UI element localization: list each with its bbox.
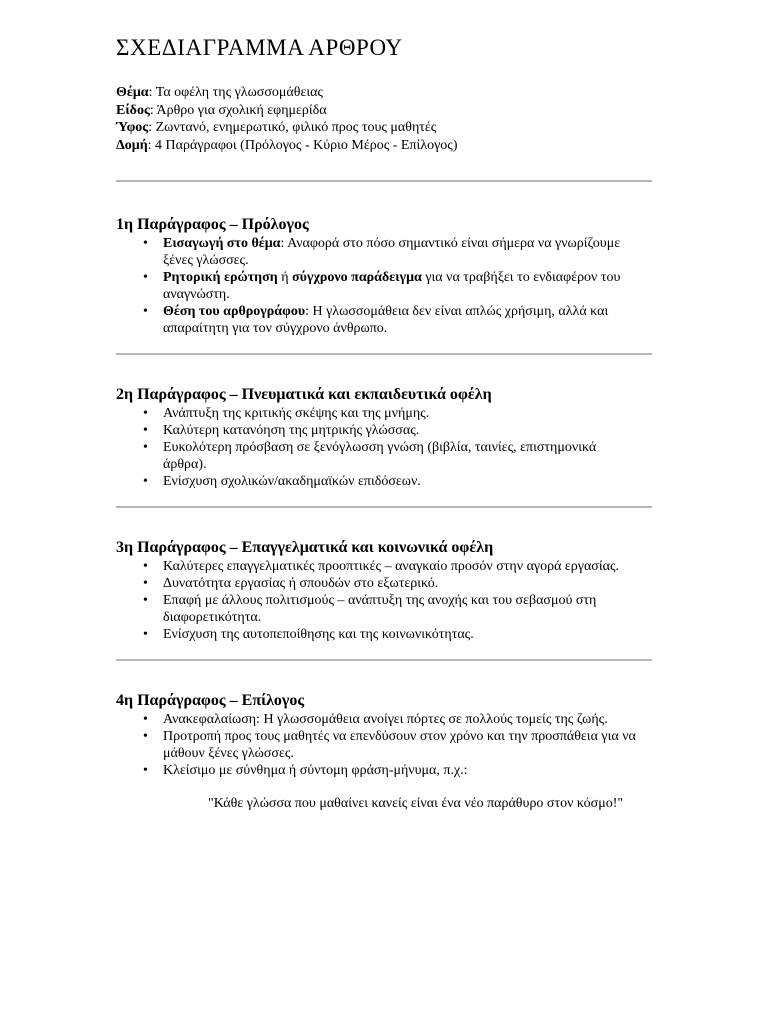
bullet-icon: • <box>143 304 148 319</box>
bullet-icon: • <box>143 423 148 438</box>
section-divider <box>116 353 652 355</box>
section-divider <box>116 506 652 508</box>
meta-style <box>116 119 652 137</box>
bullet-icon: • <box>143 474 148 489</box>
bullet-icon: • <box>143 559 148 574</box>
bullet-text: Ενίσχυση της αυτοπεποίθησης και της κοινωνικότητας. <box>163 627 474 642</box>
meta-structure-label: Δομή <box>116 137 148 153</box>
bullet-text: : Αναφορά στο πόσο σημαντικό είναι σήμερα να γνωρίζουμε ξένες γλώσσες. <box>163 236 621 268</box>
bullet-text: Κλείσιμο με σύνθημα ή σύντομη φράση-μήνυμα, π.χ.: <box>163 763 468 778</box>
section-4-list <box>116 711 652 779</box>
bullet-icon: • <box>143 440 148 455</box>
bullet-icon: • <box>143 576 148 591</box>
meta-genre-value: : Άρθρο για σχολική εφημερίδα <box>149 102 327 118</box>
list-item <box>116 422 643 439</box>
bullet-text: Καλύτερη κατανόηση της μητρικής γλώσσας. <box>163 423 420 438</box>
bullet-icon: • <box>143 236 148 251</box>
list-item <box>116 575 643 592</box>
section-3-list <box>116 558 652 643</box>
list-item <box>116 558 643 575</box>
list-item <box>116 405 643 422</box>
bullet-icon: • <box>143 406 148 421</box>
meta-topic <box>116 84 652 102</box>
section-2-title: 2η Παράγραφος – Πνευματικά και εκπαιδευτικά οφέλη <box>116 386 492 403</box>
section-divider <box>116 659 652 661</box>
bullet-bold-text: Εισαγωγή στο θέμα <box>163 236 281 251</box>
meta-style-label: Ύφος <box>116 120 149 135</box>
bullet-icon: • <box>143 712 148 727</box>
section-1-title: 1η Παράγραφος – Πρόλογος <box>116 216 309 233</box>
list-item <box>116 762 643 779</box>
section-divider <box>116 180 652 182</box>
bullet-icon: • <box>143 627 148 642</box>
bullet-bold-text: Ρητορική ερώτηση <box>163 270 278 285</box>
meta-topic-label: Θέμα <box>116 85 149 100</box>
list-item <box>116 303 643 337</box>
bullet-text: Δυνατότητα εργασίας ή σπουδών στο εξωτερικό. <box>163 576 439 591</box>
section-2-list <box>116 405 652 490</box>
document-meta <box>116 84 652 154</box>
bullet-text: Ανακεφαλαίωση: Η γλωσσομάθεια ανοίγει πόρτες σε πολλούς τομείς της ζωής. <box>163 712 608 727</box>
bullet-icon: • <box>143 270 148 285</box>
bullet-icon: • <box>143 593 148 608</box>
section-3-title: 3η Παράγραφος – Επαγγελματικά και κοινωνικά οφέλη <box>116 539 494 556</box>
bullet-icon: • <box>143 763 148 778</box>
list-item <box>116 269 643 303</box>
meta-topic-value: : Τα οφέλη της γλωσσομάθειας <box>148 85 323 100</box>
meta-genre <box>116 102 652 120</box>
bullet-bold-text: σύγχρονο παράδειγμα <box>292 270 422 285</box>
meta-genre-label: Είδος <box>116 102 150 118</box>
section-4-title: 4η Παράγραφος – Επίλογος <box>116 692 305 709</box>
list-item <box>116 439 643 473</box>
bullet-text: Επαφή με άλλους πολιτισμούς – ανάπτυξη της ανοχής και του σεβασμού στη διαφορετικότητα. <box>163 593 597 625</box>
bullet-text: Ανάπτυξη της κριτικής σκέψης και της μνήμης. <box>163 406 430 421</box>
bullet-text: ή <box>277 270 293 285</box>
list-item <box>116 235 643 269</box>
bullet-text: Ενίσχυση σχολικών/ακαδημαϊκών επιδόσεων. <box>163 474 421 489</box>
bullet-text: Προτροπή προς τους μαθητές να επενδύσουν στον χρόνο και την προσπάθεια για να μάθουν ξένες γλώσσες. <box>163 729 636 761</box>
bullet-text: για να τραβήξει το ενδιαφέρον του αναγνώστη. <box>163 270 621 302</box>
list-item <box>116 626 643 643</box>
bullet-icon: • <box>143 729 148 744</box>
list-item <box>116 473 643 490</box>
list-item <box>116 728 643 762</box>
bullet-text: Ευκολότερη πρόσβαση σε ξενόγλωσση γνώση (βιβλία, ταινίες, επιστημονικά άρθρα). <box>163 440 597 472</box>
closing-quote: "Κάθε γλώσσα που μαθαίνει κανείς είναι ένα νέο παράθυρο στον κόσμο!" <box>208 796 624 811</box>
meta-style-value: : Ζωντανό, ενημερωτικό, φιλικό προς τους μαθητές <box>148 120 437 135</box>
bullet-text: Καλύτερες επαγγελματικές προοπτικές – αναγκαίο προσόν στην αγορά εργασίας. <box>163 559 619 574</box>
document-title: ΣΧΕΔΙΑΓΡΑΜΜΑ ΑΡΘΡΟΥ <box>116 35 403 60</box>
bullet-bold-text: Θέση του αρθρογράφου <box>163 304 306 319</box>
list-item <box>116 711 643 728</box>
bullet-text: : Η γλωσσομάθεια δεν είναι απλώς χρήσιμη, αλλά και απαραίτητη για τον σύγχρονο άνθρωπο. <box>163 304 609 336</box>
meta-structure-value: : 4 Παράγραφοι (Πρόλογος - Κύριο Μέρος - Επίλογος) <box>147 137 458 153</box>
meta-structure <box>116 137 652 155</box>
list-item <box>116 592 643 626</box>
section-1-list <box>116 235 652 337</box>
